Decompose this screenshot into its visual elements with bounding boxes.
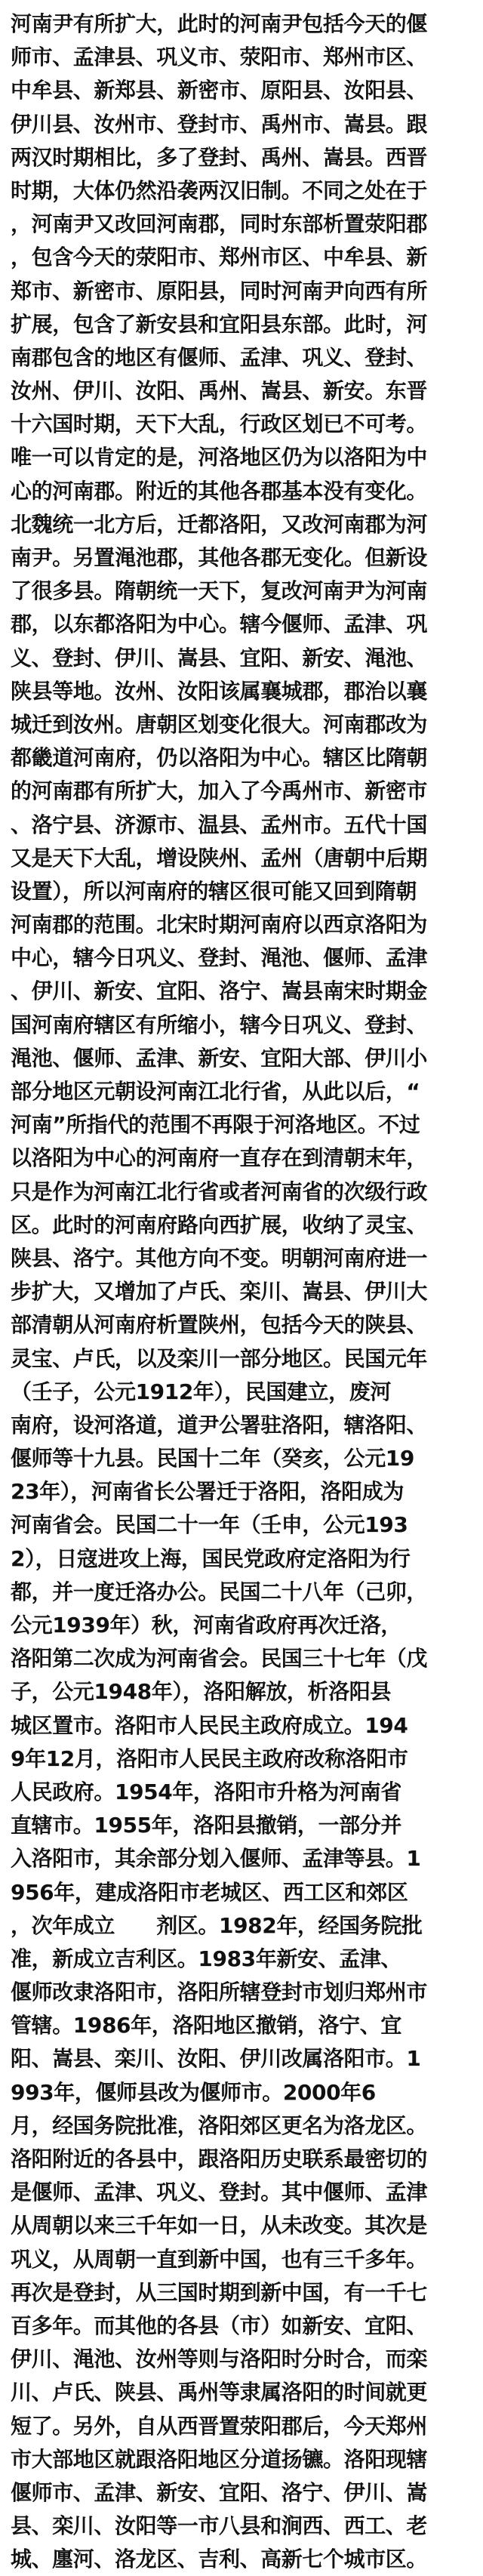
text-line: 区。此时的河南府路向西扩展，收纳了灵宝、 — [11, 1212, 428, 1237]
text-line: 南府，设河洛道，道尹公署驻洛阳，辖洛阳、 — [11, 1412, 428, 1437]
text-line: 郑市、新密市、原阳县，同时河南尹向西有所 — [11, 278, 428, 304]
text-line: 2），日寇进攻上海，国民党政府定洛阳为行 — [11, 1545, 411, 1571]
text-line: 唯一可以肯定的是，河洛地区仍为以洛阳为中 — [11, 445, 428, 470]
text-line: ，河南尹又改回河南郡，同时东部析置荥阳郡 — [11, 211, 428, 237]
text-line: ，次年成立 剂区。1982年，经国务院批 — [11, 1912, 423, 1938]
text-line: 阳、嵩县、栾川、汝阳、伊川改属洛阳市。1 — [11, 2046, 421, 2072]
text-line: 汝州、伊川、汝阳、禹州、嵩县、新安。东晋 — [11, 378, 428, 404]
text-line: 设置），所以河南府的辖区很可能又回到隋朝 — [11, 878, 417, 904]
text-line: 子，公元1948年），洛阳解放，析洛阳县 — [11, 1679, 391, 1705]
text-line: 陕县等地。汝州、汝阳该属襄城郡，郡治以襄 — [11, 678, 428, 704]
text-line: 偃师改隶洛阳市，洛阳所辖登封市划归郑州市 — [11, 1980, 428, 2005]
text-line: 9年12月，洛阳市人民民主政府改称洛阳市 — [11, 1746, 408, 1771]
text-line: 都畿道河南府，仍以洛阳为中心。辖区比隋朝 — [11, 745, 428, 771]
text-line: 、洛宁县、济源市、温县、孟州市。五代十国 — [11, 812, 428, 837]
text-line: 河南郡的范围。北宋时期河南府以西京洛阳为 — [11, 912, 428, 938]
text-line: 只是作为河南江北行省或者河南省的次级行政 — [11, 1179, 428, 1204]
text-line: 两汉时期相比，多了登封、禹州、嵩县。西晋 — [11, 144, 428, 170]
text-line: 国河南府辖区有所缩小，辖今日巩义、登封、 — [11, 1012, 428, 1037]
text-line: 巩义，从周朝一直到新中国，也有三千多年。 — [11, 2246, 428, 2272]
text-line: 渑池、偃师、孟津、新安、宜阳大部、伊川小 — [11, 1045, 428, 1071]
text-line: 人民政府。1954年，洛阳市升格为河南省 — [11, 1779, 401, 1804]
text-line: （壬子，公元1912年），民国建立，废河 — [11, 1379, 391, 1404]
text-line: 十六国时期，天下大乱，行政区划已不可考。 — [11, 411, 428, 437]
text-line: 再次是登封，从三国时期到新中国，有一千七 — [11, 2279, 428, 2305]
text-line: 入洛阳市，其余部分划入偃师、孟津等县。1 — [11, 1846, 421, 1872]
text-line: 中牟县、新郑县、新密市、原阳县、汝阳县、 — [11, 78, 428, 103]
text-line: 都，并一度迁洛办公。民国二十八年（己卯， — [11, 1579, 428, 1604]
text-line: 县、栾川、汝阳等一市八县和涧西、西工、老 — [11, 2513, 428, 2539]
text-line: 管辖。1986年，洛阳地区撤销，洛宁、宜 — [11, 2013, 401, 2038]
text-line: 是偃师、孟津、巩义、登封。其中偃师、孟津 — [11, 2180, 428, 2205]
text-line: 城、廛河、洛龙区、吉利、高新七个城市区。 — [11, 2547, 428, 2572]
text-line: 短了。另外，自从西晋置荥阳郡后，今天郑州 — [11, 2413, 428, 2439]
text-line: 以洛阳为中心的河南府一直存在到清朝末年， — [11, 1145, 428, 1171]
text-line: 偃师等十九县。民国十二年（癸亥，公元19 — [11, 1446, 414, 1471]
text-line: 南尹。另置渑池郡，其他各郡无变化。但新设 — [11, 545, 428, 570]
text-line: 伊川县、汝州市、登封市、禹州市、嵩县。跟 — [11, 111, 428, 137]
text-line: 师市、孟津县、巩义市、荥阳市、郑州市区、 — [11, 45, 428, 70]
text-line: 洛阳附近的各县中，跟洛阳历史联系最密切的 — [11, 2146, 428, 2171]
text-line: 河南尹有所扩大，此时的河南尹包括今天的偃 — [11, 11, 428, 36]
text-line: 城迁到汝州。唐朝区划变化很大。河南郡改为 — [11, 711, 428, 737]
text-line: 南郡包含的地区有偃师、孟津、巩义、登封、 — [11, 344, 428, 370]
text-line: 993年，偃师县改为偃师市。2000年6 — [11, 2079, 376, 2105]
text-line: 伊川、渑池、汝州等则与洛阳时分时合，而栾 — [11, 2346, 428, 2372]
text-line: 准，新成立吉利区。1983年新安、孟津、 — [11, 1946, 401, 1971]
text-line: 部分地区元朝设河南江北行省，从此以后，“ — [11, 1079, 420, 1104]
text-line: 956年，建成洛阳市老城区、西工区和郊区 — [11, 1879, 408, 1905]
text-line: 河南省会。民国二十一年（壬申，公元193 — [11, 1512, 408, 1538]
text-line: 23年），河南省长公署迁于洛阳，洛阳成为 — [11, 1479, 404, 1505]
text-line: 北魏统一北方后，迁都洛阳，又改河南郡为河 — [11, 511, 428, 537]
text-line: 城区置市。洛阳市人民民主政府成立。194 — [11, 1712, 408, 1738]
text-line: 灵宝、卢氏，以及栾川一部分地区。民国元年 — [11, 1345, 428, 1371]
text-line: 洛阳第二次成为河南省会。民国三十七年（戊 — [11, 1646, 428, 1672]
text-line: ，包含今天的荥阳市、郑州市区、中牟县、新 — [11, 245, 428, 270]
text-line: 中心，辖今日巩义、登封、渑池、偃师、孟津 — [11, 945, 428, 971]
text-line: 时期，大体仍然沿袭两汉旧制。不同之处在于 — [11, 177, 428, 203]
text-line: 公元1939年）秋，河南省政府再次迁洛， — [11, 1613, 401, 1638]
text-line: 百多年。而其他的各县（市）如新安、宜阳、 — [11, 2313, 428, 2338]
text-line: 心的河南郡。附近的其他各郡基本没有变化。 — [11, 478, 428, 504]
text-line: 市大部地区就跟洛阳地区分道扬镳。洛阳现辖 — [11, 2446, 428, 2472]
text-line: 偃师市、孟津、新安、宜阳、洛宁、伊川、嵩 — [11, 2479, 428, 2505]
text-line: 、伊川、新安、宜阳、洛宁、嵩县南宋时期金 — [11, 978, 428, 1004]
text-line: 川、卢氏、陕县、禹州等隶属洛阳的时间就更 — [11, 2380, 428, 2405]
text-line: 直辖市。1955年，洛阳县撤销，一部分并 — [11, 1813, 401, 1838]
text-line: 扩展，包含了新安县和宜阳县东部。此时，河 — [11, 311, 428, 337]
text-line: 陕县、洛宁。其他方向不变。明朝河南府进一 — [11, 1245, 428, 1271]
text-line: 郡，以东都洛阳为中心。辖今偃师、孟津、巩 — [11, 612, 428, 637]
text-line: 部清朝从河南府析置陕州，包括今天的陕县、 — [11, 1312, 428, 1338]
text-line: 义、登封、伊川、嵩县、宜阳、新安、渑池、 — [11, 645, 428, 670]
text-line: 河南”所指代的范围不再限于河洛地区。不过 — [11, 1112, 420, 1138]
text-line: 的河南郡有所扩大，加入了今禹州市、新密市 — [11, 778, 428, 804]
text-line: 从周朝以来三千年如一日，从未改变。其次是 — [11, 2213, 428, 2239]
text-line: 又是天下大乱，增设陕州、孟州（唐朝中后期 — [11, 845, 428, 870]
text-line: 了很多县。隋朝统一天下，复改河南尹为河南 — [11, 578, 428, 604]
text-line: 月，经国务院批准，洛阳郊区更名为洛龙区。 — [11, 2112, 428, 2138]
text-line: 步扩大，又增加了卢氏、栾川、嵩县、伊川大 — [11, 1279, 428, 1305]
